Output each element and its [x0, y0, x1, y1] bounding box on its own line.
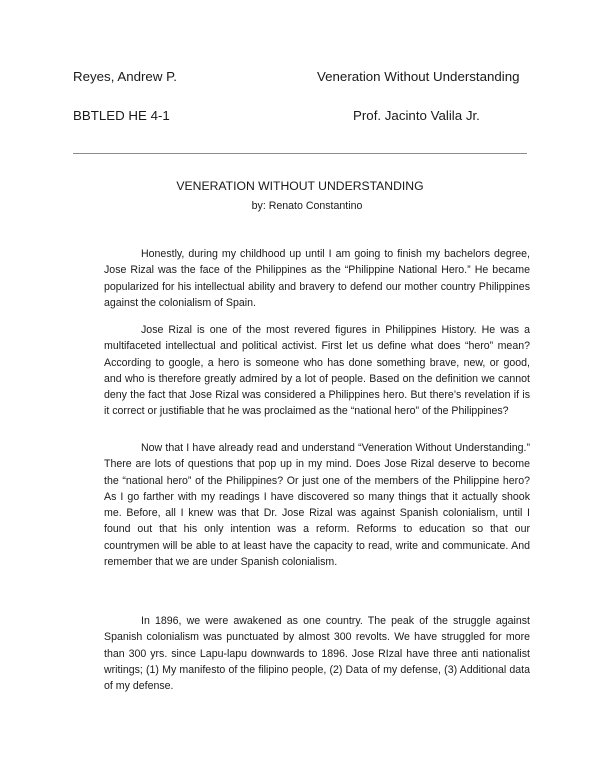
header-divider	[73, 153, 527, 154]
paragraph-2: Jose Rizal is one of the most revered figures in Philippines History. He was a multifaceted intellectual and political activist. First let us define what does “hero” mean? According to google, a hero is someone who has done something brave, new, or good, and who is therefore greatly admired by a lot of people. Based on the definition we cannot deny the fact that Jose Rizal was considered a Philippines hero. But there’s revelation if is it correct or justifiable that he was proclaimed as the “national hero” of the Philippines?	[104, 324, 530, 418]
header-title: Veneration Without Understanding	[317, 69, 520, 84]
paragraph-3: Now that I have already read and understand “Veneration Without Understanding.” There are lots of questions that pop up in my mind. Does Jose Rizal deserve to become the “national hero” of the Philippines? Or just one of the members of the Philippine hero? As I go farther with my readings I have discovered so many things that it actually shook me. Before, all I knew was that Dr. Jose Rizal was against Spanish colonialism, until I found out that his only intention was a reform. Reforms to education so that our countrymen will be able to at least have the capacity to read, write and communicate. And remember that we are under Spanish colonialism.	[104, 442, 530, 569]
document-title: VENERATION WITHOUT UNDERSTANDING	[176, 179, 424, 193]
paragraph-4: In 1896, we were awakened as one country. The peak of the struggle against Spanish colonialism was punctuated by almost 300 revolts. We have struggled for more than 300 yrs. since Lapu-lapu downwards to 1896. Jose RIzal have three anti nationalist writings; (1) My manifesto of the filipino people, (2) Data of my defense, (3) Additional data of my defense.	[104, 615, 530, 693]
paragraph-1: Honestly, during my childhood up until I am going to finish my bachelors degree, Jose Rizal was the face of the Philippines as the “Philippine National Hero.” He became popularized for his intellectual ability and bravery to defend our mother country Philippines against the colonialism of Spain.	[104, 248, 530, 309]
course-code: BBTLED HE 4-1	[73, 108, 170, 123]
author-name: Reyes, Andrew P.	[73, 69, 177, 84]
document-byline: by: Renato Constantino	[251, 200, 363, 212]
professor-name: Prof. Jacinto Valila Jr.	[353, 108, 480, 123]
